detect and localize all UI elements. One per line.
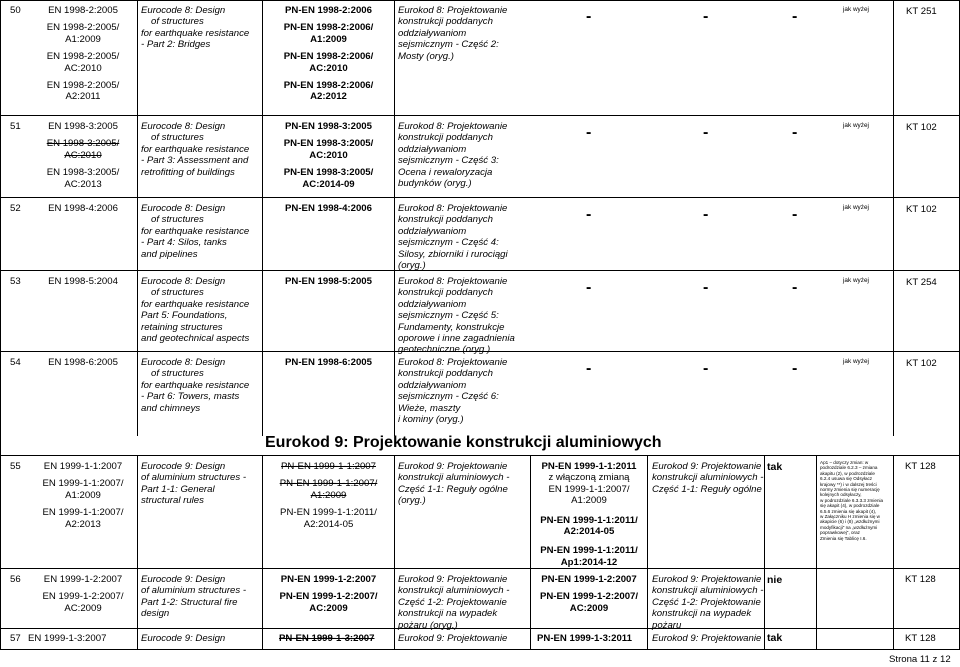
section-title: Eurokod 9: Projektowanie konstrukcji aluminiowych [265, 434, 662, 451]
row-51-en-standards: EN 1998-3:2005 EN 1998-3:2005/ AC:2010 EN 1998-3:2005/ AC:2013 [46, 121, 120, 190]
row-56-new-pn: PN-EN 1999-1-2:2007 PN-EN 1999-1-2:2007/ AC:2009 [539, 574, 639, 614]
row-55-number: 55 [10, 461, 21, 472]
row-57-new-title: Eurokod 9: Projektowanie [652, 633, 762, 644]
row-56-status: nie [767, 574, 783, 586]
row-56-new-title: Eurokod 9: Projektowanie konstrukcji aluminiowych - Część 1-2: Projektowanie konstrukcji na wypadek pożaru [652, 574, 764, 631]
row-57-en-standard: EN 1999-1-3:2007 [28, 633, 107, 644]
row-52-en-standards: EN 1998-4:2006 [48, 203, 118, 214]
row-56-title: Eurocode 9: Design of aluminium structures - Part 1-2: Structural fire design [141, 574, 247, 620]
row-57-new-pn: PN-EN 1999-1-3:2011 [537, 633, 632, 644]
row-53-en-standards: EN 1998-5:2004 [48, 276, 118, 287]
row-52-pn-standards: PN-EN 1998-4:2006 [285, 203, 372, 214]
row-50-dash-3: - [792, 8, 798, 25]
row-57-tak: tak [767, 632, 783, 644]
row-55-pn-standards: PN-EN 1999-1-1:2007 PN-EN 1999-1-1:2007/ A1:2009 PN-EN 1999-1-1:2011/ A2:2014-05 [279, 461, 378, 530]
row-53-pn-standards: PN-EN 1998-5:2005 [285, 276, 372, 287]
row-57-title: Eurocode 9: Design [141, 633, 226, 644]
row-51-pl-title: Eurokod 8: Projektowanie konstrukcji poddanych oddziaływaniom sejsmicznym - Część 3: Ocena i rewaloryzacja budynków (oryg.) [398, 121, 508, 190]
row-57-pn-standard: PN-EN 1999-1-3:2007 [279, 633, 375, 644]
row-51-title: Eurocode 8: Design of structures for earthquake resistance - Part 3: Assessment and retrofitting of buildings [141, 121, 250, 178]
row-51-dash-2: - [703, 124, 709, 141]
row-52-note: jak wyżej [843, 204, 869, 211]
row-53-title: Eurocode 8: Design of structures for earthquake resistance Part 5: Foundations, retaining structures and geotechnical aspects [141, 276, 250, 345]
row-53-number: 53 [10, 276, 21, 287]
row-55-title: Eurocode 9: Design of aluminium structures - Part 1-1: General structural rules [141, 461, 247, 507]
row-56-number: 56 [10, 574, 21, 585]
row-54-dash-1: - [586, 360, 592, 377]
row-51-dash-3: - [792, 124, 798, 141]
row-53-dash-3: - [792, 279, 798, 296]
row-57-pl-title: Eurokod 9: Projektowanie [398, 633, 508, 644]
row-51-kt: KT 102 [906, 122, 937, 133]
row-54-kt: KT 102 [906, 358, 937, 369]
row-50-en-standards: EN 1998-2:2005 EN 1998-2:2005/ A1:2009 EN 1998-2:2005/ AC:2010 EN 1998-2:2005/ A2:2011 [46, 5, 120, 103]
row-53-dash-1: - [586, 279, 592, 296]
page-footer: Strona 11 z 12 [889, 654, 951, 665]
row-50-dash-2: - [703, 8, 709, 25]
row-56-pl-title: Eurokod 9: Projektowanie konstrukcji aluminiowych - Część 1-2: Projektowanie konstrukcji na wypadek pożaru (oryg.) [398, 574, 510, 631]
row-51-number: 51 [10, 121, 21, 132]
row-54-title: Eurocode 8: Design of structures for earthquake resistance - Part 6: Towers, masts and chimneys [141, 357, 250, 414]
row-52-title: Eurocode 8: Design of structures for earthquake resistance - Part 4: Silos, tanks and pipelines [141, 203, 250, 260]
row-51-dash-1: - [586, 124, 592, 141]
row-56-kt: KT 128 [905, 574, 936, 585]
row-54-number: 54 [10, 357, 21, 368]
row-52-pl-title: Eurokod 8: Projektowanie konstrukcji poddanych oddziaływaniom sejsmicznym - Część 4: Silosy, zbiorniki i rurociągi (oryg.) [398, 203, 508, 272]
row-54-en-standards: EN 1998-6:2005 [48, 357, 118, 368]
row-55-new-title: Eurokod 9: Projektowanie konstrukcji aluminiowych - Część 1-1: Reguły ogólne [652, 461, 764, 495]
row-53-kt: KT 254 [906, 277, 937, 288]
row-55-new-pn: PN-EN 1999-1-1:2011 z włączoną zmianą EN 1999-1-1:2007/ A1:2009 PN-EN 1999-1-1:2011/ A2:2014-05 PN-EN 1999-1-1:2011/ Ap1:2014-12 [540, 461, 638, 568]
row-55-en-standards: EN 1999-1-1:2007 EN 1999-1-1:2007/ A1:2009 EN 1999-1-1:2007/ A2:2013 [42, 461, 124, 530]
row-52-dash-1: - [586, 206, 592, 223]
row-52-dash-3: - [792, 206, 798, 223]
row-53-note: jak wyżej [843, 277, 869, 284]
row-50-dash-1: - [586, 8, 592, 25]
row-50-note: jak wyżej [843, 6, 869, 13]
row-53-pl-title: Eurokod 8: Projektowanie konstrukcji poddanych oddziaływaniom sejsmicznym - Część 5: Fundamenty, konstrukcje oporowe i inne zagadnienia geotechniczne (oryg.) [398, 276, 515, 356]
row-50-kt: KT 251 [906, 6, 937, 17]
row-56-pn-standards: PN-EN 1999-1-2:2007 PN-EN 1999-1-2:2007/ AC:2009 [279, 574, 378, 614]
row-50-title: Eurocode 8: Design of structures for earthquake resistance - Part 2: Bridges [141, 5, 250, 51]
row-54-pn-standards: PN-EN 1998-6:2005 [285, 357, 372, 368]
row-52-dash-2: - [703, 206, 709, 223]
row-51-pn-standards: PN-EN 1998-3:2005 PN-EN 1998-3:2005/ AC:2010 PN-EN 1998-3:2005/ AC:2014-09 [283, 121, 374, 190]
row-55-note: Ap1 – dotyczy zmian: w podrozdziale 6.2.3 – zmiana akapitu (2), w podrozdziale 6.2.4 usuwa się Odsyłacz krajowy **) i w dalszej treści normy zmienia się numerację kolejnych odsyłaczy, w podrozdziale 6.3.3.3 zmienia się akapit (4), w podrozdziale 6.5.6 zmienia się akapit (4), w Załączniku H zmienia się w akapicie (6) i (8) „wzdłużnymi modyfikacji" na „wzdłużnymi poprawkowej", oraz Zmienia się Tablicę I.6. [820, 460, 884, 541]
row-57-number: 57 [10, 633, 21, 644]
row-52-kt: KT 102 [906, 204, 937, 215]
row-54-pl-title: Eurokod 8: Projektowanie konstrukcji poddanych oddziaływaniom sejsmicznym - Część 6: Wieże, maszty i kominy (oryg.) [398, 357, 508, 426]
row-55-pl-title: Eurokod 9: Projektowanie konstrukcji aluminiowych - Część 1-1: Reguły ogólne (oryg.) [398, 461, 510, 507]
row-50-pl-title: Eurokod 8: Projektowanie konstrukcji poddanych oddziaływaniom sejsmicznym - Część 2: Mosty (oryg.) [398, 5, 508, 62]
row-50-pn-standards: PN-EN 1998-2:2006 PN-EN 1998-2:2006/ A1:2009 PN-EN 1998-2:2006/ AC:2010 PN-EN 1998-2:2006/ A2:2012 [283, 5, 374, 103]
row-52-number: 52 [10, 203, 21, 214]
row-55-kt: KT 128 [905, 461, 936, 472]
row-56-en-standards: EN 1999-1-2:2007 EN 1999-1-2:2007/ AC:2009 [42, 574, 124, 614]
row-51-note: jak wyżej [843, 122, 869, 129]
row-57-kt: KT 128 [905, 633, 936, 644]
row-54-dash-3: - [792, 360, 798, 377]
row-50-number: 50 [10, 5, 21, 16]
row-54-dash-2: - [703, 360, 709, 377]
row-54-note: jak wyżej [843, 358, 869, 365]
row-53-dash-2: - [703, 279, 709, 296]
row-55-tak: tak [767, 461, 783, 473]
